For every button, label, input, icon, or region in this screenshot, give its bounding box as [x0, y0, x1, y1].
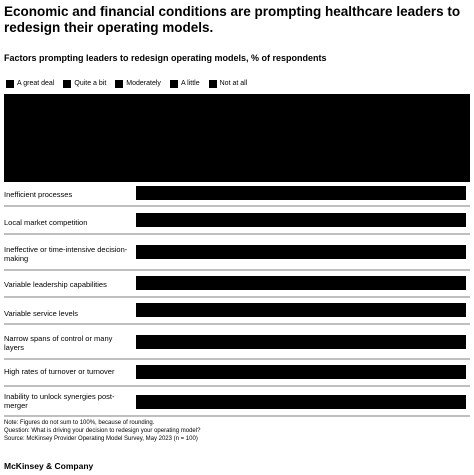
legend-swatch: [115, 80, 123, 88]
bar-segment: [136, 245, 466, 259]
bar-segment: [136, 365, 466, 379]
legend-label: Moderately: [126, 80, 161, 87]
chart-header-band: [4, 94, 470, 182]
row-label-spans-of-control: Narrow spans of control or many layers: [4, 334, 113, 352]
legend: [6, 79, 247, 88]
legend-item-moderately: [115, 79, 161, 88]
legend-item-a-little: [170, 79, 200, 88]
note-source: Source: McKinsey Provider Operating Model Survey, May 2023 (n = 100): [4, 436, 198, 442]
legend-item-not-at-all: [209, 79, 248, 88]
bar-segment: [136, 303, 466, 317]
bar-segment: [136, 276, 466, 290]
bar-segment: [136, 335, 466, 349]
legend-swatch: [209, 80, 217, 88]
row-label-synergies: Inability to unlock synergies post-merger: [4, 392, 115, 410]
legend-label: A little: [180, 80, 200, 87]
row-label-decision-making: Ineffective or time-intensive decision-making: [4, 245, 128, 263]
legend-label: Not at all: [219, 80, 248, 87]
bar-segment: [136, 186, 466, 200]
mckinsey-logo: McKinsey & Company: [4, 461, 94, 471]
legend-item-quite-a-bit: [63, 79, 106, 88]
chart-subtitle: Factors prompting leaders to redesign operating models, % of respondents: [4, 53, 327, 63]
bar-segment: [136, 395, 466, 409]
row-label-service-levels: Variable service levels: [4, 309, 79, 318]
note-rounding: Note: Figures do not sum to 100%, because of rounding.: [4, 420, 155, 426]
row-label-inefficient-processes: Inefficient processes: [4, 190, 73, 199]
legend-label: Quite a bit: [74, 80, 107, 87]
bar-segment: [136, 213, 466, 227]
note-question: Question: What is driving your decision to redesign your operating model?: [4, 428, 201, 434]
row-label-turnover: High rates of turnover or turnover: [4, 367, 115, 376]
legend-label: A great deal: [17, 80, 55, 87]
legend-swatch: [63, 80, 71, 88]
row-label-local-market-competition: Local market competition: [4, 218, 88, 227]
chart-title: Economic and financial conditions are prompting healthcare leaders to redesign their operating models.: [4, 4, 461, 35]
legend-item-great-deal: [6, 79, 54, 88]
chart-notes: [4, 419, 200, 443]
legend-swatch: [6, 80, 14, 88]
row-label-leadership-capabilities: Variable leadership capabilities: [4, 280, 107, 289]
legend-swatch: [170, 80, 178, 88]
